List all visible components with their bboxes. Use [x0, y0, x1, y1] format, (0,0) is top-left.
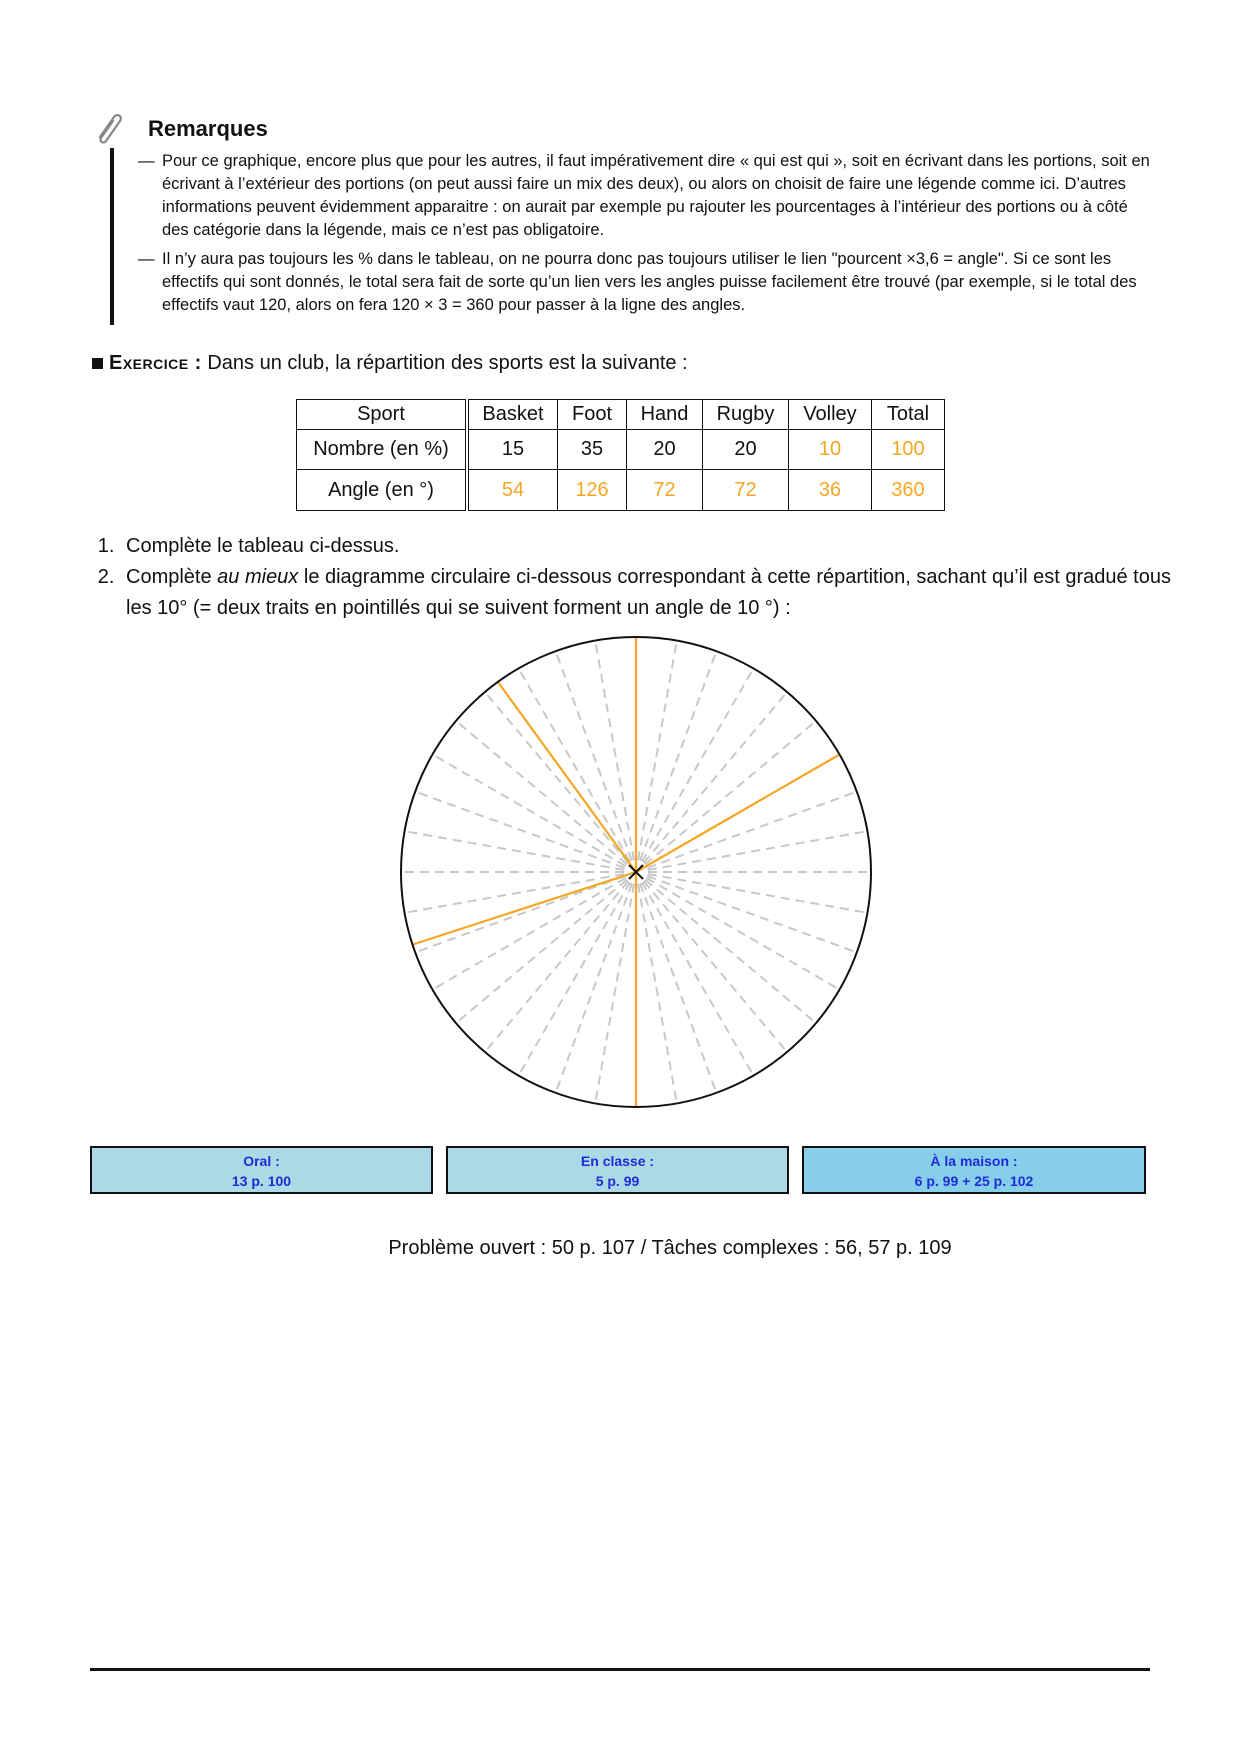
table-cell: Total	[872, 400, 945, 430]
table-cell-answer: 54	[467, 470, 558, 511]
box-title: Oral :	[243, 1153, 280, 1169]
table-cell-answer: 36	[789, 470, 872, 511]
table-cell-answer: 72	[703, 470, 789, 511]
question-text: le diagramme circulaire ci-dessous correspondant à cette répartition, sachant qu’il est gradué tous les 10° (= deux traits en pointillés qui se suivent forment un angle de 10 °) :	[126, 566, 1171, 619]
box-content: 6 p. 99 + 25 p. 102	[914, 1173, 1034, 1189]
graduation-line	[644, 694, 786, 863]
graduation-line	[648, 874, 866, 912]
table-cell-answer: 100	[872, 430, 945, 470]
graduation-line	[647, 876, 855, 952]
graduation-line	[647, 792, 855, 868]
table-cell-answer: 360	[872, 470, 945, 511]
box-title: À la maison :	[930, 1153, 1018, 1169]
graduation-line	[486, 694, 628, 863]
table-cell: Basket	[467, 400, 558, 430]
graduation-line	[640, 883, 716, 1091]
graduation-line	[645, 880, 814, 1022]
remark-text: Pour ce graphique, encore plus que pour les autres, il faut impérativement dire « qui est qui », soit en écrivant dans les portions, soit en écrivant à l’extérieur des portions (on peut aussi faire un mix des deux), ou alors on choisit de faire une légende comme ici. D’autres informations peuvent évidemment apparaitre : on aurait par exemple pu rajouter les pourcentages à l’intérieur des portions ou à côté des catégorie dans la légende, mais ce n’est pas obligatoire.	[162, 152, 1150, 239]
remark-dash: —	[138, 152, 155, 170]
question-item	[120, 531, 1180, 562]
remarks-title: Remarques	[148, 116, 268, 141]
remark-item	[138, 150, 1152, 242]
graduation-line	[556, 653, 632, 861]
graduation-line	[642, 670, 753, 861]
remark-item	[138, 248, 1152, 317]
pie-chart	[396, 632, 876, 1112]
box-content: 13 p. 100	[231, 1173, 292, 1189]
graduation-line	[407, 832, 625, 870]
remark-text: Il n’y aura pas toujours les % dans le tableau, on ne pourra donc pas toujours utiliser le lien "pourcent ×3,6 = angle". Si ce sont les effectifs qui sont donnés, le total sera fait de sorte qu’un lien vers les angles puisse facilement être trouvé (par exemple, si le total des effectifs vaut 120, alors on fera 120 × 3 = 360 pour passer à la ligne des angles.	[162, 250, 1137, 314]
graduation-line	[458, 880, 627, 1022]
graduation-line	[646, 878, 837, 989]
graduation-line	[642, 882, 753, 1073]
table-cell: Hand	[627, 400, 703, 430]
slice-boundary-line	[413, 872, 636, 945]
question-item	[120, 562, 1180, 624]
graduation-line	[596, 884, 634, 1102]
graduation-line	[417, 876, 625, 952]
table-cell: 20	[627, 430, 703, 470]
graduation-line	[520, 670, 631, 861]
graduation-line	[596, 643, 634, 861]
box-en-classe	[446, 1146, 789, 1194]
graduation-line	[645, 722, 814, 864]
question-text: Complète le tableau ci-dessus.	[126, 535, 400, 557]
table-cell: Sport	[297, 400, 468, 430]
table-row	[297, 430, 945, 470]
graduation-line	[638, 643, 676, 861]
box-a-la-maison	[802, 1146, 1146, 1194]
graduation-line	[644, 881, 786, 1050]
table-cell-answer: 72	[627, 470, 703, 511]
table-header-row	[297, 400, 945, 430]
box-oral	[90, 1146, 433, 1194]
bottom-divider	[90, 1668, 1150, 1671]
remarks-body	[110, 148, 1152, 325]
question-emphasis: au mieux	[217, 566, 299, 588]
box-title: En classe :	[580, 1153, 655, 1169]
slice-boundary-line	[498, 682, 636, 872]
graduation-line	[407, 874, 625, 912]
remarks-header	[92, 110, 1152, 148]
graduation-line	[486, 881, 628, 1050]
graduation-line	[638, 884, 676, 1102]
graduation-line	[640, 653, 716, 861]
table-cell-answer: 126	[558, 470, 627, 511]
question-text: Complète	[126, 566, 218, 588]
exercise-heading	[92, 352, 688, 375]
graduation-line	[556, 883, 632, 1091]
question-list	[92, 531, 1180, 624]
graduation-line	[648, 832, 866, 870]
sports-table	[296, 399, 945, 511]
graduation-line	[434, 756, 625, 867]
graduation-line	[520, 882, 631, 1073]
remark-dash: —	[138, 250, 155, 268]
table-cell: Foot	[558, 400, 627, 430]
box-content: 5 p. 99	[595, 1173, 640, 1189]
footer-problems: Problème ouvert : 50 p. 107 / Tâches complexes : 56, 57 p. 109	[388, 1237, 952, 1259]
table-cell-answer: 10	[789, 430, 872, 470]
table-cell: Nombre (en %)	[297, 430, 468, 470]
table-cell: 15	[467, 430, 558, 470]
exercise-intro: Dans un club, la répartition des sports est la suivante :	[207, 352, 688, 374]
bullet-square-icon	[92, 358, 103, 369]
table-cell: Volley	[789, 400, 872, 430]
table-cell: 35	[558, 430, 627, 470]
graduation-line	[417, 792, 625, 868]
paperclip-icon	[92, 111, 126, 147]
table-row	[297, 470, 945, 511]
table-cell: 20	[703, 430, 789, 470]
remarks-section	[92, 110, 1152, 325]
table-cell: Rugby	[703, 400, 789, 430]
graduation-line	[434, 878, 625, 989]
table-cell: Angle (en °)	[297, 470, 468, 511]
exercise-label: Exercice :	[109, 352, 202, 374]
